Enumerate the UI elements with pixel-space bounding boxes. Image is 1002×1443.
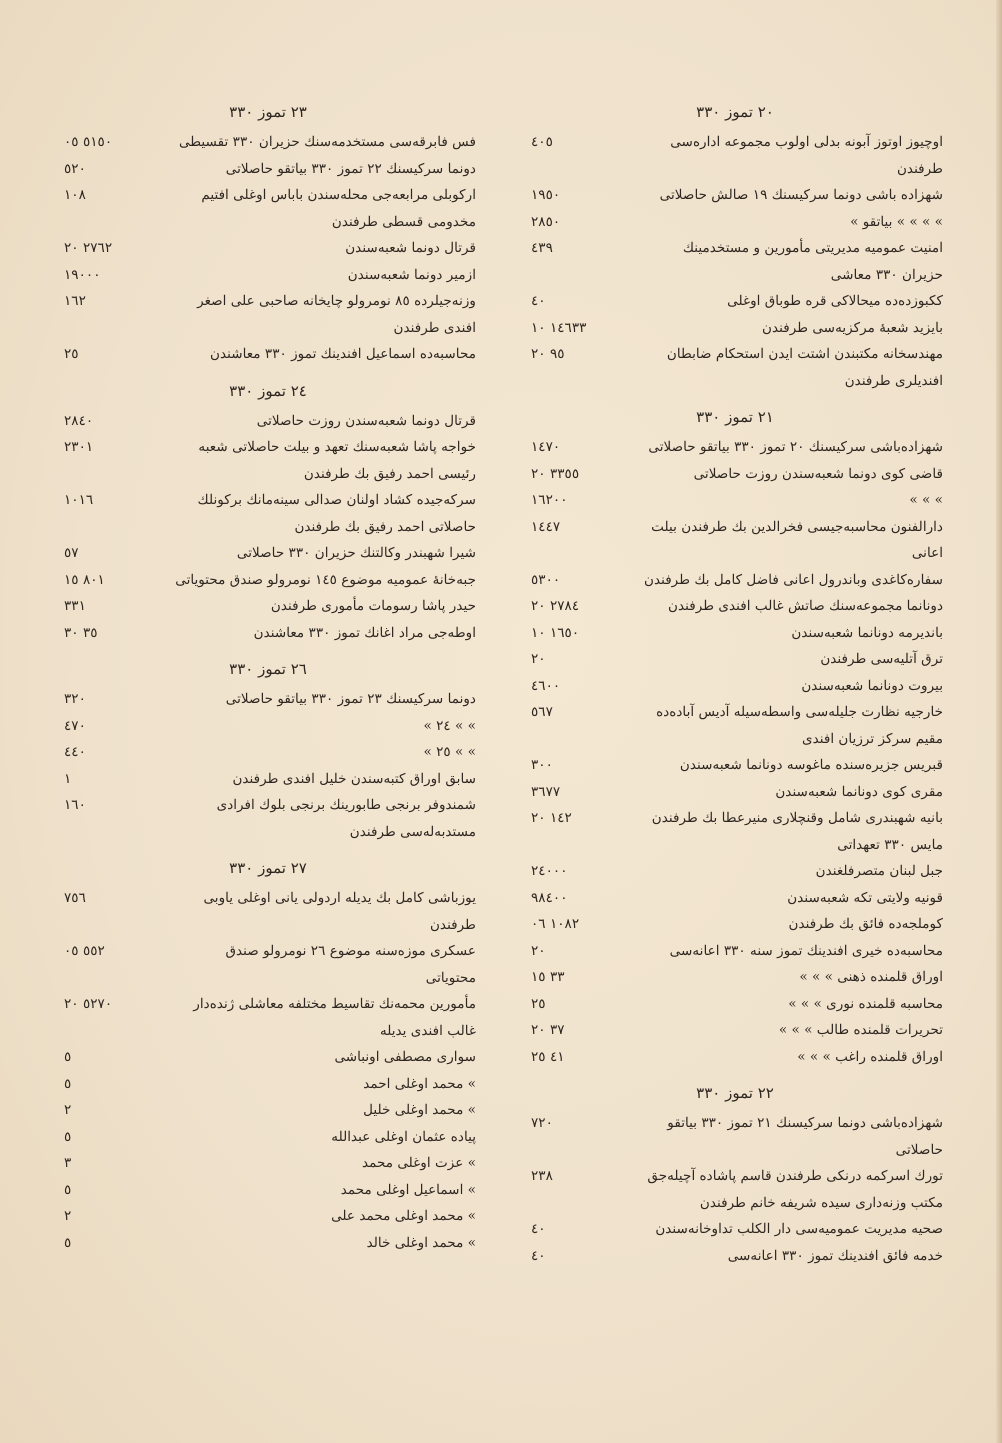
entry-description: شهزاده‌باشی دونما سرکیسنك ٢١ تموز ٣٣٠ بیاتقو حاصلاتی [667,1115,943,1158]
ledger-section [525,95,945,394]
ledger-entry [58,1044,478,1071]
entry-description: » محمد اوغلی احمد [363,1075,476,1092]
ledger-entry [58,235,478,262]
entry-description: قبریس جزیره‌سنده ماغوسه دونانما شعبه‌سندن [679,757,943,773]
entry-amount: ٢٥ [531,995,546,1012]
entry-amount: ٤٦٠٠ [531,677,561,694]
ledger-entry [58,766,478,793]
ledger-section [525,1076,945,1269]
entry-amount: ٢٧٦٢ ٢٠ [64,240,113,256]
entry-description: سفاره‌کاغدی وباندرول اعانی فاضل کامل بك طرفندن [643,571,943,588]
entry-amount: ١٦٢٠٠ [531,492,568,508]
entry-amount: ٥٢٠ [64,160,86,177]
section-date-header: ٢٦ تموز ٣٣٠ [229,660,307,678]
entry-amount: ١٤٦٣٣ ١٠ [531,319,587,336]
entry-description: کوملجه‌ده فائق بك طرفندن [788,916,943,932]
entry-description: قرتال دونما شعبه‌سندن روزت حاصلاتی [256,412,476,429]
entry-amount: ٤٤٠ [64,744,86,760]
ledger-entry [58,739,478,766]
entry-description: بیروت دونانما شعبه‌سندن [801,677,943,694]
entry-description: خدمه فائق افندینك تموز ٣٣٠ اعانه‌سی [727,1247,943,1264]
ledger-section [58,374,478,647]
ledger-entry [525,699,945,752]
entry-description: » » » [909,492,943,508]
entry-description: خارجیه نظارت جلیله‌سی واسطه‌سیله آدیس آباده‌ده مقیم سرکز ترزیان افندی [656,704,943,747]
entry-amount: ٣٦٧٧ [531,783,561,800]
entry-description: » » » » بیاتقو » [850,213,943,230]
ledger-section [58,851,478,1256]
ledger-entry [58,341,478,368]
entry-description: اوراق قلمنده ذهنی » » » [799,969,943,985]
page-binding-edge [996,0,1002,1443]
entry-amount: ٣٧ ٢٠ [531,1022,565,1038]
right-column [525,95,945,1275]
ledger-entry [58,1150,478,1177]
entry-description: دونانما مجموعه‌سنك صاتش غالب افندی طرفندن [668,598,943,614]
ledger-entry [525,209,945,236]
section-date-header: ٢٤ تموز ٣٣٠ [229,381,307,400]
entry-description: پیاده عثمان اوغلی عبدالله [331,1128,476,1145]
entry-amount: ٥٢٧٠ ٢٠ [64,996,113,1012]
entry-amount: ٥٣٠٠ [531,571,561,588]
entry-amount: ٢٣٨ [531,1168,553,1184]
ledger-entry [525,646,945,673]
entry-description: شهزاده‌باشی سرکیسنك ٢٠ تموز ٣٣٠ بیاتقو حاصلاتی [648,439,943,455]
entry-description: سرکه‌جیده کشاد اولنان صدالی سینه‌مانك برکونلك حاصلاتی احمد رفیق بك طرفندن [197,492,476,535]
entry-amount: ٣٠٠ [531,757,553,773]
entry-amount: ٢٨٤٠ [64,412,94,429]
left-column [58,95,478,1262]
entry-amount: ٢٧٨٤ ٢٠ [531,598,580,614]
ledger-entry [525,514,945,567]
entry-description: محاسبه‌ده خیری افندینك تموز سنه ٣٣٠ اعانه‌سی [669,942,943,959]
entry-amount: ٥٧ [64,545,79,561]
entry-description: شیرا شهبندر وکالتنك حزیران ٣٣٠ حاصلاتی [236,545,476,561]
ledger-entry [58,713,478,740]
entry-amount: ٧٢٠ [531,1115,553,1131]
ledger-entry [525,1163,945,1216]
entry-amount: ١٠٨ [64,187,86,203]
entry-amount: ١٦٠ [64,797,86,813]
entry-description: سواری مصطفی اونباشی [334,1049,476,1065]
entry-description: تحریرات قلمنده طالب » » » [778,1022,943,1038]
ledger-entry [525,341,945,394]
ledger-entry [525,1243,945,1270]
entry-amount: ٣٣ ١٥ [531,969,565,985]
entry-description: اوچیوز اوتوز آبونه بدلی اولوب مجموعه اداره‌سی طرفندن [670,134,943,177]
entry-description: مأمورین محمه‌نك تقاسیط مختلفه معاشلی ژنده‌دار غالب افندی یدیله [193,996,476,1039]
ledger-entry [58,262,478,289]
section-date-header: ٢٠ تموز ٣٣٠ [696,103,774,121]
ledger-section [525,400,945,1070]
entry-amount: ٤٧٠ [64,717,86,734]
ledger-entry [525,938,945,965]
entry-amount: ١٤٤٧ [531,518,561,535]
entry-amount: ٢ [64,1102,72,1118]
ledger-entry [525,911,945,938]
ledger-entry [525,1216,945,1243]
entry-description: قاضی کوی دونما شعبه‌سندن روزت حاصلاتی [693,465,943,482]
ledger-entry [58,288,478,341]
entry-description: قونیه ولایتی تکه شعبه‌سندن [787,889,943,906]
ledger-entry [525,885,945,912]
entry-amount: ١٠١٦ [64,492,94,508]
entry-description: خواجه پاشا شعبه‌سنك تعهد و بیلت حاصلاتی شعبه رئیسی احمد رفیق بك طرفندن [198,439,476,482]
entry-description: اوطه‌جی مراد اغانك تموز ٣٣٠ معاشندن [253,624,476,641]
section-date-header: ٢٣ تموز ٣٣٠ [229,103,307,121]
ledger-entry [58,885,478,938]
entry-amount: ٩٥ ٢٠ [531,346,565,362]
entry-description: یوزباشی کامل بك یدیله اردولی یانی اوغلی یاوبی طرفندن [203,890,476,933]
entry-description: مهندسخانه مکتبندن اشتت ایدن استحکام ضابطان افندیلری طرفندن [666,346,943,389]
entry-description: بانیه شهبندری شامل وقنچلاری منیرعطا بك طرفندن مایس ٣٣٠ تعهداتی [651,810,943,853]
entry-amount: ١٦٥٠ ١٠ [531,624,580,641]
entry-amount: ١٠٨٢ ٠٦ [531,916,580,932]
entry-description: جبل لبنان متصرفلغندن [815,863,943,879]
ledger-entry [58,1230,478,1257]
entry-amount: ٥ [64,1075,72,1092]
section-date-header: ٢٢ تموز ٣٣٠ [696,1084,774,1102]
ledger-entry [525,315,945,342]
ledger-entry [58,129,478,156]
ledger-entry [525,1044,945,1071]
entry-amount: ١٤٢ ٢٠ [531,810,572,826]
entry-description: ارکوبلی مرابعه‌جی محله‌سندن باباس اوغلی افتیم مخدومی قسطی طرفندن [201,187,476,230]
entry-description: محاسبه قلمنده نوری » » » [788,995,943,1012]
ledger-entry [58,408,478,435]
ledger-entry [525,858,945,885]
entry-description: عسکری موزه‌سنه موضوع ٢٦ نومرولو صندق محتویاتی [225,943,476,986]
ledger-entry [58,540,478,567]
entry-amount: ٣٢٠ [64,691,86,707]
section-date-header: ٢١ تموز ٣٣٠ [696,408,774,426]
ledger-entry [58,487,478,540]
entry-amount: ٥ [64,1049,72,1065]
ledger-entry [58,182,478,235]
entry-amount: ٤١ ٢٥ [531,1048,565,1065]
entry-amount: ٤٠ [531,1221,546,1237]
entry-description: امنیت عمومیه مدیریتی مأمورین و مستخدمینك حزیران ٣٣٠ معاشی [682,240,943,283]
ledger-entry [58,593,478,620]
ledger-entry [58,1203,478,1230]
entry-amount: ٥٦٧ [531,704,553,720]
entry-description: بایزید شعبهٔ مرکزیه‌سی طرفندن [761,319,943,336]
ledger-entry [525,434,945,461]
entry-description: اوراق قلمنده راغب » » » [797,1048,943,1065]
ledger-entry [525,182,945,209]
entry-description: محاسبه‌ده اسماعیل افندینك تموز ٣٣٠ معاشندن [209,346,476,362]
entry-amount: ٥ [64,1128,72,1145]
ledger-entry [525,461,945,488]
entry-description: شهزاده باشی دونما سرکیسنك ١٩ صالش حاصلاتی [659,187,943,203]
entry-amount: ٣٥ ٣٠ [64,624,98,641]
ledger-entry [525,1017,945,1044]
ledger-entry [58,991,478,1044]
ledger-entry [58,620,478,647]
ledger-entry [525,779,945,806]
ledger-entry [58,156,478,183]
entry-description: وزنه‌جیلرده ٨٥ نومرولو چایخانه صاحبی علی اصغر افندی طرفندن [197,293,476,336]
entry-description: ترق آتلیه‌سی طرفندن [820,651,943,667]
ledger-entry [525,129,945,182]
ledger-entry [58,1097,478,1124]
entry-description: جبه‌خانهٔ عمومیه موضوع ١٤٥ نومرولو صندق محتویاتی [175,571,476,588]
entry-description: شمندوفر برنجی طابورینك برنجی بلوك افرادی مستدبه‌له‌سی طرفندن [216,797,476,840]
ledger-entry [525,620,945,647]
entry-description: قرتال دونما شعبه‌سندن [345,240,476,256]
entry-description: » عزت اوغلی محمد [361,1155,476,1171]
entry-amount: ٧٥٦ [64,890,86,906]
ledger-entry [58,434,478,487]
ledger-entry [525,673,945,700]
entry-amount: ٥ [64,1181,72,1198]
entry-amount: ٢٣٠١ [64,439,94,455]
ledger-entry [525,752,945,779]
entry-amount: ٤٣٩ [531,240,553,256]
entry-amount: ١٤٧٠ [531,439,561,455]
entry-amount: ٢٤٠٠٠ [531,863,568,879]
entry-description: فس فابرقه‌سی مستخدمه‌سنك حزیران ٣٣٠ تقسیطی [178,134,476,150]
entry-amount: ٤٠ [531,1247,546,1264]
entry-description: تورك اسرکمه درنکی طرفندن قاسم پاشاده آچیله‌جق مکتب وزنه‌داری سیده شریفه خانم طرفندن [647,1168,943,1211]
entry-amount: ٢٠ [531,942,546,959]
entry-amount: ٢٨٥٠ [531,213,561,230]
ledger-entry [525,964,945,991]
entry-description: » » ٢٤ » [423,717,476,734]
entry-description: ازمیر دونما شعبه‌سندن [347,266,476,283]
entry-amount: ٣٣٥٥ ٢٠ [531,465,580,482]
entry-amount: ١ [64,770,72,787]
entry-amount: ٩٨٤٠٠ [531,889,568,906]
ledger-entry [58,938,478,991]
entry-description: » محمد اوغلی خلیل [363,1102,476,1118]
ledger-entry [525,487,945,514]
entry-description: » محمد اوغلی محمد علی [331,1208,476,1224]
entry-amount: ٥١٥٠ ٠٥ [64,134,113,150]
entry-description: حیدر پاشا رسومات مأموری طرفندن [270,598,476,614]
ledger-entry [58,792,478,845]
entry-amount: ٢٥ [64,346,79,362]
ledger-entry [58,1177,478,1204]
entry-amount: ٢ [64,1208,72,1224]
entry-description: دارالفنون محاسبه‌جیسی فخرالدین بك طرفندن بیلت اعانی [651,518,943,561]
entry-amount: ٤٠ [531,293,546,309]
entry-amount: ٣٣١ [64,598,86,614]
ledger-entry [525,805,945,858]
entry-description: سابق اوراق کتبه‌سندن خلیل افندی طرفندن [232,770,476,787]
ledger-section [58,652,478,845]
entry-description: » اسماعیل اوغلی محمد [340,1181,476,1198]
ledger-entry [58,686,478,713]
entry-amount: ١٦٢ [64,293,86,309]
entry-description: مقری کوی دونانما شعبه‌سندن [775,783,943,800]
entry-amount: ٥٥٢ ٠٥ [64,943,105,959]
entry-amount: ٨٠١ ١٥ [64,571,105,588]
entry-amount: ٢٠ [531,651,546,667]
entry-description: دونما سرکیسنك ٢٣ تموز ٣٣٠ بیاتقو حاصلاتی [225,691,476,707]
ledger-section [58,95,478,368]
entry-description: صحیه مدیریت عمومیه‌سی دار الکلب تداوخانه‌سندن [655,1221,943,1237]
entry-amount: ١٩٥٠ [531,187,561,203]
ledger-entry [525,235,945,288]
ledger-entry [58,567,478,594]
entry-description: » » ٢٥ » [423,744,476,760]
entry-amount: ١٩٠٠٠ [64,266,101,283]
section-date-header: ٢٧ تموز ٣٣٠ [229,859,307,877]
entry-amount: ٤٠٥ [531,134,553,150]
ledger-entry [525,991,945,1018]
entry-description: ککبوزده‌ده میحالاکی قره طوباق اوغلی [727,293,943,309]
ledger-entry [525,1110,945,1163]
entry-description: باندیرمه دونانما شعبه‌سندن [791,624,943,641]
ledger-entry [525,288,945,315]
entry-amount: ٥ [64,1234,72,1251]
entry-description: دونما سرکیسنك ٢٢ تموز ٣٣٠ بیاتقو حاصلاتی [225,160,476,177]
entry-amount: ٣ [64,1155,72,1171]
ledger-entry [525,593,945,620]
ledger-entry [58,1124,478,1151]
ledger-entry [58,1071,478,1098]
ledger-entry [525,567,945,594]
entry-description: » محمد اوغلی خالد [366,1234,476,1251]
